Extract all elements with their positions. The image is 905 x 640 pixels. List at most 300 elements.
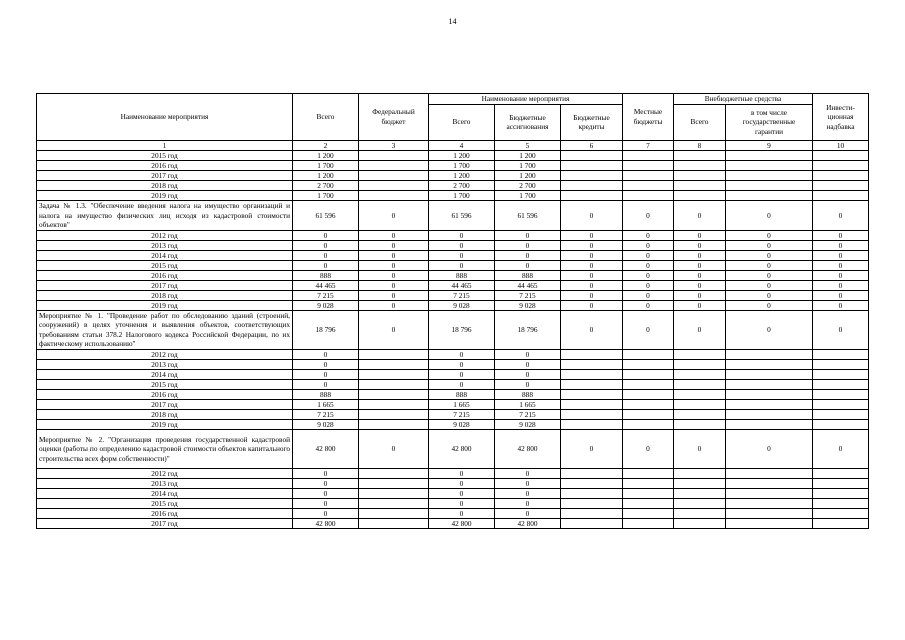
row-description: Мероприятие № 2. "Организация проведения государственной кадастровой оценки (работы по определению кадастровой стоимости объектов капитального строительства всех форм собственности)" [37,430,293,469]
row-year: 2017 год [37,171,293,181]
table-row [37,350,869,360]
table-row [37,240,869,250]
table-cell: 9 028 [429,300,495,310]
table-cell: 44 465 [293,280,359,290]
table-cell [674,469,726,479]
column-number: 3 [359,140,429,151]
table-cell [623,380,674,390]
table-cell [674,499,726,509]
table-cell: 0 [429,469,495,479]
table-cell: 0 [813,430,869,469]
table-cell: 7 215 [293,290,359,300]
table-cell: 1 700 [495,161,561,171]
table-row [37,151,869,161]
table-row [37,230,869,240]
table-cell: 0 [674,230,726,240]
table-cell: 0 [561,230,623,240]
table-cell: 0 [293,240,359,250]
row-description: Задача № 1.3. "Обеспечение введения налога на имущество организаций и налога на имущество физических лиц исходя из кадастровой стоимости объектов" [37,201,293,231]
table-cell [561,370,623,380]
table-cell: 0 [359,260,429,270]
table-cell: 0 [726,280,813,290]
table-cell [359,370,429,380]
table-row [37,489,869,499]
table-cell: 0 [293,250,359,260]
table-cell [359,469,429,479]
table-cell: 0 [674,260,726,270]
table-cell: 0 [561,280,623,290]
table-cell [359,519,429,529]
table-cell: 61 596 [495,201,561,231]
table-cell: 42 800 [429,519,495,529]
row-year: 2015 год [37,380,293,390]
table-cell [726,390,813,400]
table-cell: 1 200 [293,171,359,181]
table-cell [674,390,726,400]
table-cell: 0 [561,260,623,270]
table-cell: 0 [561,270,623,280]
table-cell [813,161,869,171]
table-cell: 0 [495,250,561,260]
table-cell: 0 [813,290,869,300]
table-cell [359,489,429,499]
table-cell: 7 215 [429,410,495,420]
table-cell: 0 [726,430,813,469]
table-cell: 0 [359,240,429,250]
table-cell: 0 [359,270,429,280]
table-cell: 0 [726,240,813,250]
table-cell: 0 [813,280,869,290]
table-cell: 1 200 [293,151,359,161]
table-cell: 0 [813,230,869,240]
table-cell: 7 215 [495,410,561,420]
row-year: 2012 год [37,350,293,360]
table-cell: 0 [813,300,869,310]
table-cell: 9 028 [495,300,561,310]
table-cell: 7 215 [495,290,561,300]
table-cell [623,519,674,529]
table-cell [561,191,623,201]
table-cell [561,479,623,489]
table-cell: 0 [495,350,561,360]
column-number: 5 [495,140,561,151]
table-cell [359,350,429,360]
table-cell: 1 200 [429,171,495,181]
table-cell [623,410,674,420]
table-cell: 0 [726,310,813,349]
table-cell [561,489,623,499]
table-cell [674,380,726,390]
table-cell [623,151,674,161]
table-cell [674,400,726,410]
row-year: 2019 год [37,420,293,430]
table-cell: 0 [429,350,495,360]
table-cell [359,191,429,201]
table-row [37,509,869,519]
table-cell: 0 [495,360,561,370]
table-cell: 2 700 [495,181,561,191]
row-year: 2016 год [37,509,293,519]
table-cell: 2 700 [429,181,495,191]
table-cell: 0 [726,230,813,240]
table-cell: 0 [623,310,674,349]
table-cell: 0 [561,201,623,231]
table-cell: 0 [495,489,561,499]
table-row [37,469,869,479]
funding-table [36,93,869,529]
row-year: 2013 год [37,479,293,489]
table-cell [359,410,429,420]
table-cell [674,350,726,360]
table-cell: 0 [293,230,359,240]
table-cell [813,509,869,519]
table-cell [813,151,869,161]
table-cell [813,360,869,370]
row-year: 2018 год [37,290,293,300]
row-year: 2018 год [37,410,293,420]
table-cell [726,161,813,171]
table-cell: 18 796 [429,310,495,349]
table-cell: 0 [623,260,674,270]
table-cell: 1 700 [293,191,359,201]
table-row [37,300,869,310]
table-cell: 1 700 [429,191,495,201]
table-cell: 0 [293,350,359,360]
table-cell [561,151,623,161]
table-cell: 0 [623,430,674,469]
row-year: 2014 год [37,250,293,260]
header-off-guarantee: в том числе государственные гарантии [726,104,813,140]
table-cell [674,479,726,489]
table-cell: 0 [813,240,869,250]
table-row [37,390,869,400]
table-cell: 0 [561,240,623,250]
table-cell [726,519,813,529]
table-cell: 0 [429,499,495,509]
table-cell: 0 [293,479,359,489]
table-cell [726,360,813,370]
table-cell: 42 800 [495,519,561,529]
table-cell: 0 [726,250,813,260]
row-year: 2015 год [37,260,293,270]
table-row [37,380,869,390]
table-cell [359,400,429,410]
table-cell [726,410,813,420]
table-cell [726,191,813,201]
table-cell [623,181,674,191]
row-year: 2019 год [37,300,293,310]
table-cell: 0 [429,250,495,260]
table-cell [813,519,869,529]
table-cell: 61 596 [429,201,495,231]
table-cell: 1 200 [495,171,561,181]
row-year: 2017 год [37,519,293,529]
table-cell [813,191,869,201]
column-number: 8 [674,140,726,151]
column-number: 1 [37,140,293,151]
table-cell: 0 [674,290,726,300]
table-cell: 888 [429,270,495,280]
row-year: 2013 год [37,360,293,370]
table-cell: 0 [726,260,813,270]
row-year: 2012 год [37,230,293,240]
table-cell: 0 [561,430,623,469]
table-cell: 44 465 [495,280,561,290]
table-cell: 1 700 [495,191,561,201]
column-number: 10 [813,140,869,151]
table-cell: 0 [813,310,869,349]
table-cell [561,420,623,430]
table-cell: 0 [726,300,813,310]
table-cell [813,380,869,390]
table-cell: 888 [293,390,359,400]
table-row [37,519,869,529]
table-cell: 0 [674,430,726,469]
table-cell: 9 028 [495,420,561,430]
table-cell: 0 [429,260,495,270]
table-cell: 42 800 [293,430,359,469]
page-number: 14 [448,17,457,26]
table-cell: 0 [674,201,726,231]
table-cell [726,469,813,479]
table-cell: 0 [726,270,813,280]
table-cell: 9 028 [429,420,495,430]
table-cell: 0 [429,360,495,370]
table-cell [726,499,813,509]
table-cell [623,509,674,519]
table-cell [674,509,726,519]
table-cell: 0 [429,380,495,390]
table-cell: 0 [623,290,674,300]
table-cell: 1 665 [495,400,561,410]
table-cell [726,181,813,191]
table-cell: 0 [359,310,429,349]
row-description: Мероприятие № 1. "Проведение работ по обследованию зданий (строений, сооружений) в целях уточнения и выявления объектов, соответствующих требованиям статьи 378.2 Налогового кодекса Российской Федерации, по их фактическому использованию" [37,310,293,349]
row-year: 2017 год [37,400,293,410]
table-cell [674,161,726,171]
table-cell: 888 [495,270,561,280]
table-cell [561,181,623,191]
table-cell: 0 [495,240,561,250]
table-cell [359,181,429,191]
table-cell [623,469,674,479]
table-cell: 0 [623,270,674,280]
table-cell: 61 596 [293,201,359,231]
header-off-total: Всего [674,104,726,140]
table-cell: 0 [623,300,674,310]
table-cell: 0 [359,430,429,469]
column-number: 2 [293,140,359,151]
table-cell [674,171,726,181]
table-row [37,479,869,489]
table-row [37,499,869,509]
table-cell [623,370,674,380]
table-cell: 0 [293,469,359,479]
table-cell [813,400,869,410]
table-cell: 0 [813,270,869,280]
table-row [37,410,869,420]
table-cell [623,400,674,410]
table-cell [623,390,674,400]
table-cell [674,420,726,430]
table-cell [561,519,623,529]
header-group-name: Наименование мероприятия [429,94,623,105]
column-number: 9 [726,140,813,151]
table-cell [726,509,813,519]
table-cell: 9 028 [293,300,359,310]
table-cell: 44 465 [429,280,495,290]
table-cell: 0 [495,509,561,519]
table-row [37,420,869,430]
table-cell [813,390,869,400]
table-cell: 7 215 [429,290,495,300]
table-cell: 0 [674,310,726,349]
table-row [37,171,869,181]
table-cell: 0 [429,230,495,240]
table-cell: 0 [293,360,359,370]
table-cell [359,151,429,161]
table-cell: 1 200 [429,151,495,161]
table-cell: 0 [495,380,561,390]
table-cell: 0 [674,280,726,290]
table-cell [726,380,813,390]
table-cell: 0 [293,489,359,499]
table-cell [359,420,429,430]
table-row [37,400,869,410]
table-cell [623,420,674,430]
table-cell: 0 [561,250,623,260]
table-cell [726,171,813,181]
table-row [37,430,869,469]
table-cell: 0 [813,250,869,260]
table-cell: 0 [623,280,674,290]
table-cell [726,151,813,161]
table-row [37,280,869,290]
table-cell [359,360,429,370]
table-cell [561,410,623,420]
table-cell: 1 700 [293,161,359,171]
table-cell: 0 [495,230,561,240]
table-cell: 0 [561,300,623,310]
table-cell: 0 [674,300,726,310]
table-cell [561,400,623,410]
table-cell [726,350,813,360]
table-cell: 42 800 [429,430,495,469]
table-cell [359,479,429,489]
row-year: 2013 год [37,240,293,250]
table-cell [359,390,429,400]
table-row [37,201,869,231]
table-cell: 0 [359,201,429,231]
table-cell: 0 [293,499,359,509]
table-cell: 42 800 [293,519,359,529]
table-cell [623,191,674,201]
table-cell [359,499,429,509]
table-cell: 0 [674,270,726,280]
table-cell: 0 [359,250,429,260]
table-cell: 0 [429,479,495,489]
table-cell: 0 [359,230,429,240]
table-cell [359,509,429,519]
table-cell [674,410,726,420]
table-cell [359,171,429,181]
row-year: 2014 год [37,489,293,499]
table-cell [623,360,674,370]
table-cell: 0 [359,280,429,290]
table-cell: 0 [495,260,561,270]
row-year: 2014 год [37,370,293,380]
table-cell: 0 [293,260,359,270]
table-cell [813,479,869,489]
table-row [37,370,869,380]
table-cell [674,181,726,191]
table-cell [623,350,674,360]
table-cell: 1 665 [429,400,495,410]
table-cell: 0 [293,509,359,519]
table-row [37,161,869,171]
table-cell: 18 796 [495,310,561,349]
table-cell [674,370,726,380]
table-cell [561,509,623,519]
table-cell [561,171,623,181]
table-cell: 0 [623,240,674,250]
column-number: 6 [561,140,623,151]
table-cell [674,519,726,529]
row-year: 2016 год [37,161,293,171]
column-number: 4 [429,140,495,151]
table-cell [674,360,726,370]
table-cell: 0 [359,300,429,310]
row-year: 2016 год [37,270,293,280]
row-year: 2019 год [37,191,293,201]
table-row [37,181,869,191]
table-cell [561,360,623,370]
table-cell [726,400,813,410]
table-row [37,260,869,270]
table-cell: 0 [429,489,495,499]
table-cell: 0 [495,370,561,380]
table-cell: 0 [359,290,429,300]
table-cell [813,420,869,430]
table-cell: 0 [813,201,869,231]
table-cell: 0 [726,201,813,231]
table-cell [813,469,869,479]
table-cell: 42 800 [495,430,561,469]
table-cell [813,370,869,380]
table-cell: 0 [561,310,623,349]
table-cell [561,350,623,360]
table-cell: 0 [623,250,674,260]
table-cell: 1 200 [495,151,561,161]
table-cell: 1 665 [293,400,359,410]
table-cell: 0 [429,370,495,380]
table-cell: 0 [429,240,495,250]
table-cell: 0 [674,240,726,250]
header-offbudget: Внебюджетные средства [674,94,813,105]
table-cell: 0 [813,260,869,270]
header-total: Всего [293,94,359,141]
row-year: 2017 год [37,280,293,290]
table-cell [813,489,869,499]
table-cell [674,489,726,499]
table-cell: 0 [429,509,495,519]
column-number-row [37,140,869,151]
row-year: 2012 год [37,469,293,479]
table-cell [674,151,726,161]
row-year: 2015 год [37,151,293,161]
table-cell [623,489,674,499]
table-cell: 888 [429,390,495,400]
